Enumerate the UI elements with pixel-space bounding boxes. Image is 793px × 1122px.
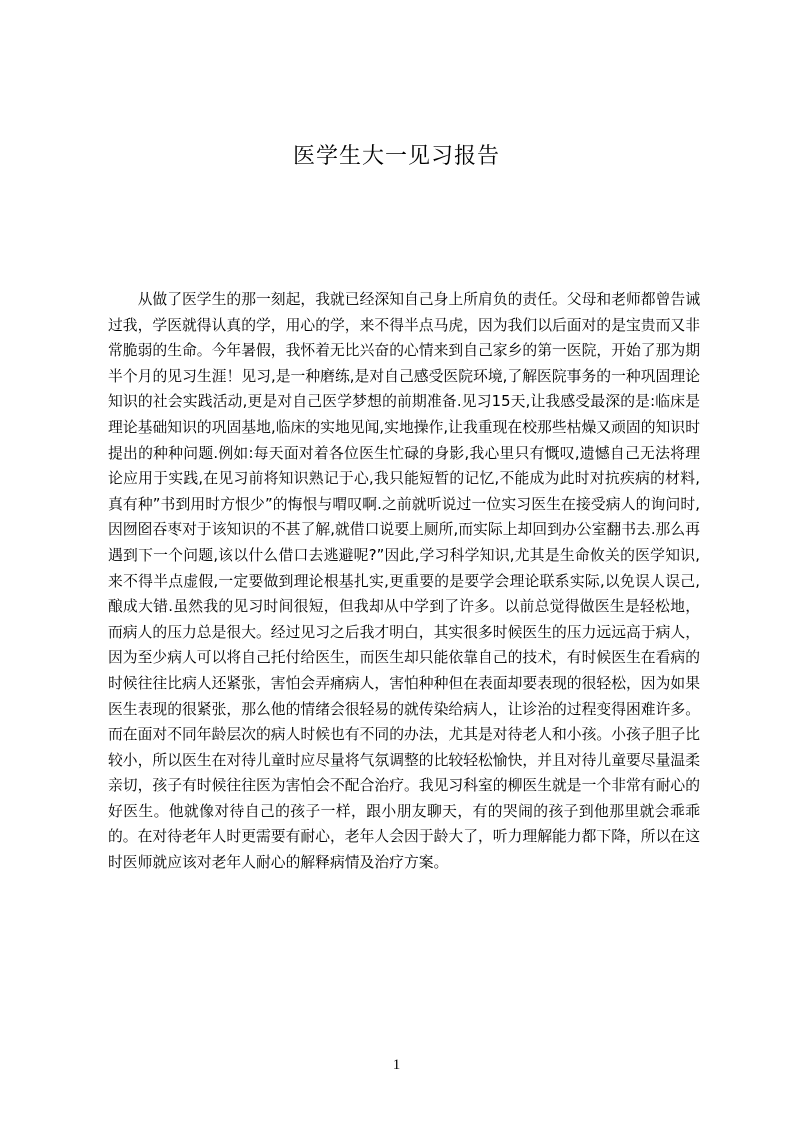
page-number: 1 [392, 1057, 401, 1073]
document-title: 医学生大一见习报告 [292, 144, 500, 169]
body-paragraph: 从做了医学生的那一刻起，我就已经深知自己身上所肩负的责任。父母和老师都曾告诫过我，学医就得认真的学，用心的学，来不得半点马虎，因为我们以后面对的是宝贵而又非常脆弱的生命。今年暑假，我怀着无比兴奋的心情来到自己家乡的第一医院，开始了那为期半个月的见习生涯！见习,是一种磨练,是对自己感受医院环境,了解医院事务的一种巩固理论知识的社会实践活动,更是对自己医学梦想的前期准备.见习15天,让我感受最深的是:临床是理论基础知识的巩固基地,临床的实地见闻,实地操作,让我重现在校那些枯燥又顽固的知识时提出的种种问题.例如:每天面对着各位医生忙碌的身影,我心里只有慨叹,遗憾自己无法将理论应用于实践,在见习前将知识熟记于心,我只能短暂的记忆,不能成为此时对抗疾病的材料,真有种”书到用时方恨少”的悔恨与喟叹啊.之前就听说过一位实习医生在接受病人的询问时,因囫囵吞枣对于该知识的不甚了解,就借口说要上厕所,而实际上却回到办公室翻书去.那么再遇到下一个问题,该以什么借口去逃避呢?”因此,学习科学知识,尤其是生命攸关的医学知识,来不得半点虚假,一定要做到理论根基扎实,更重要的是要学会理论联系实际,以免误人误己,酿成大错.虽然我的见习时间很短，但我却从中学到了许多。以前总觉得做医生是轻松地，而病人的压力总是很大。经过见习之后我才明白，其实很多时候医生的压力远远高于病人，因为至少病人可以将自己托付给医生，而医生却只能依靠自己的技术，有时候医生在看病的时候往往比病人还紧张，害怕会弄痛病人，害怕种种但在表面却要表现的很轻松，因为如果医生表现的很紧张，那么他的情绪会很轻易的就传染给病人，让诊治的过程变得困难许多。而在面对不同年龄层次的病人时候也有不同的办法，尤其是对待老人和小孩。小孩子胆子比较小，所以医生在对待儿童时应尽量将气氛调整的比较轻松愉快，并且对待儿童要尽量温柔亲切，孩子有时候往往医为害怕会不配合治疗。我见习科室的柳医生就是一个非常有耐心的好医生。他就像对待自己的孩子一样，跟小朋友聊天，有的哭闹的孩子到他那里就会乖乖的。在对待老年人时更需要有耐心，老年人会因于龄大了，听力理解能力都下降，所以在这时医师就应该对老年人耐心的解释病情及治疗方案。 [108, 291, 700, 872]
